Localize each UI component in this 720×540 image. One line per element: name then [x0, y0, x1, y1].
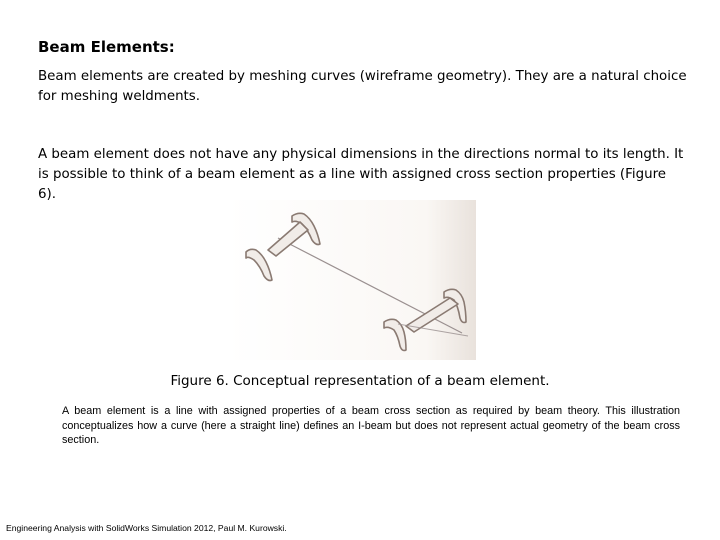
figure-note: A beam element is a line with assigned properties of a beam cross section as required by beam theory. This illustration conceptualizes how a curve (here a straight line) defines an I-beam but does not represent actual geometry of the beam cross section. [62, 405, 680, 446]
paragraph-beam-element-definition: A beam element does not have any physical dimensions in the directions normal to its length. It is possible to think of a beam element as a line with assigned cross section properties (Figure 6). [38, 147, 684, 202]
i-beam-cross-section-illustration-icon [228, 200, 476, 360]
section-heading: Beam Elements: [38, 38, 175, 56]
figure-background [228, 200, 476, 360]
footer-citation: Engineering Analysis with SolidWorks Simulation 2012, Paul M. Kurowski. [6, 523, 287, 533]
figure-caption: Figure 6. Conceptual representation of a beam element. [170, 373, 550, 389]
figure-6-beam-illustration [228, 200, 476, 360]
paragraph-beam-elements-intro: Beam elements are created by meshing curves (wireframe geometry). They are a natural choice for meshing weldments. [38, 69, 687, 104]
